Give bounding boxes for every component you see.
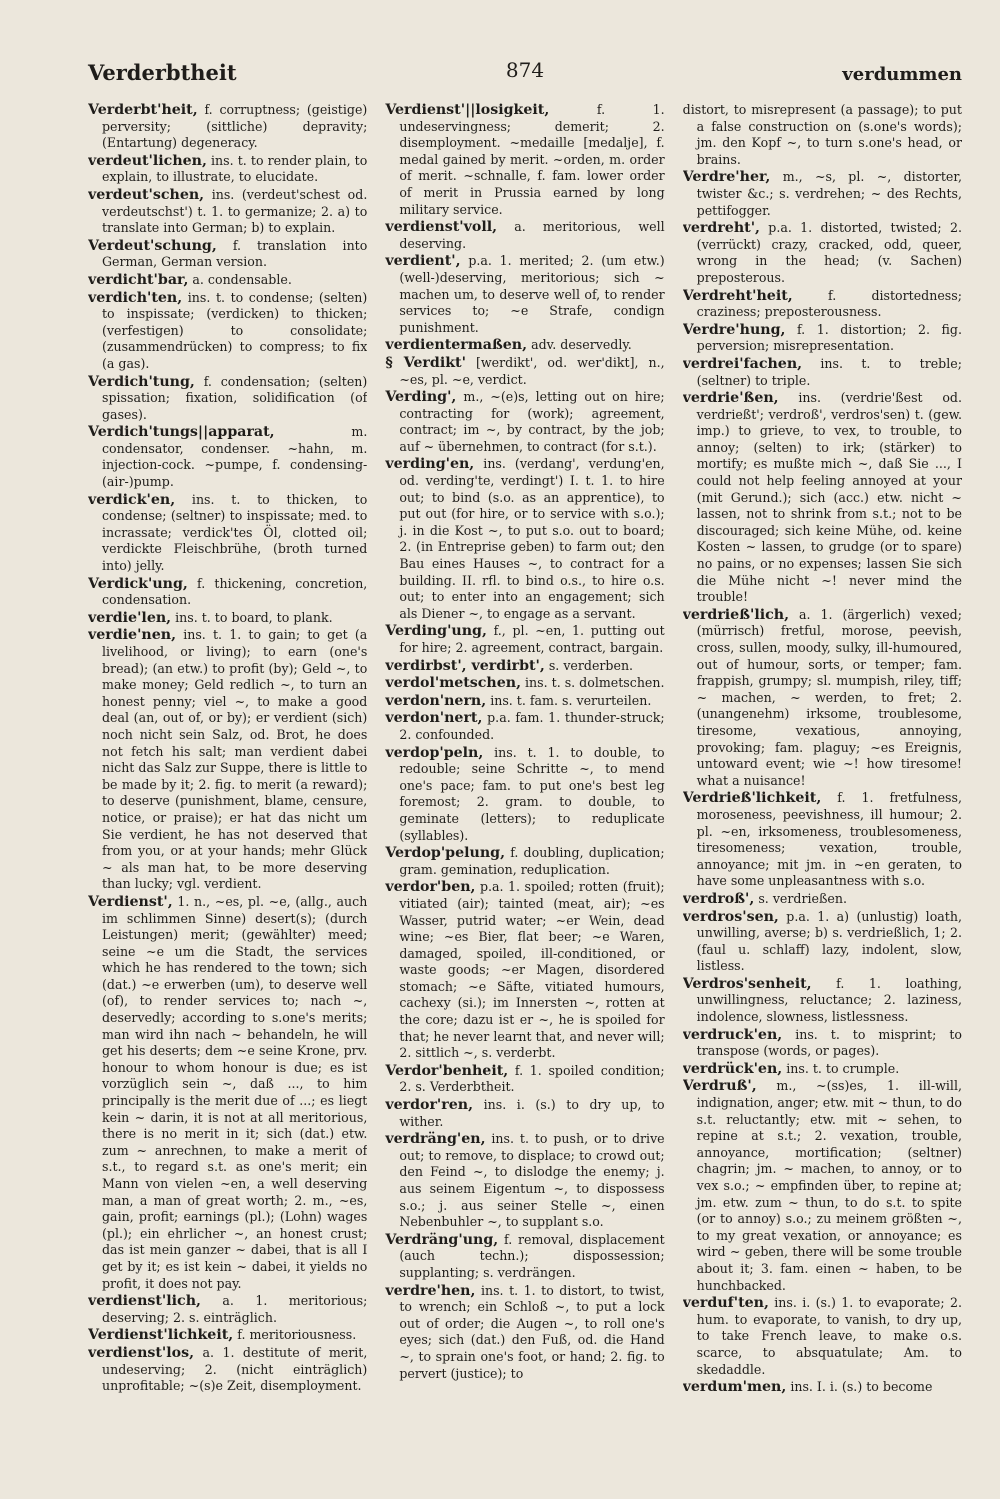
dictionary-entry xyxy=(385,253,664,336)
entry-definition: f. thickening, concretion, condensation. xyxy=(102,575,368,608)
dictionary-entry xyxy=(88,272,367,289)
entry-definition: ins. (verdeut'schest od. verdeutschst') t. 1. to germanize; 2. a) to translate into German; b) to explain. xyxy=(102,186,368,236)
entry-definition: a. 1. meritorious; deserving; 2. s. einträglich. xyxy=(102,1293,368,1325)
dictionary-entry xyxy=(385,102,664,218)
entry-definition: f. 1. fretfulness, moroseness, peevishness, ill humour; 2. pl. ~en, irksomeness, troublesomeness, tiresomeness; vexation, trouble, annoyance; mit jm. in ~en geraten, to have some unpleasantness with s.o. xyxy=(696,790,962,889)
entry-headword: verdeut'lichen, xyxy=(88,152,207,169)
entry-headword: verdrie'ßen, xyxy=(682,390,779,407)
entry-definition: ins. i. (s.) to dry up, to wither. xyxy=(399,1097,665,1129)
entry-headword: verdräng'en, xyxy=(385,1131,486,1148)
entry-definition: f. translation into German, German version. xyxy=(102,237,368,270)
entry-headword: Verdich'tungs||apparat, xyxy=(88,424,275,441)
entry-headword: verdienst'lich, xyxy=(88,1293,201,1310)
entry-headword: Verdick'ung, xyxy=(88,575,188,592)
entry-headword: verdon'nern, xyxy=(385,692,487,709)
dictionary-entry xyxy=(385,658,664,675)
dictionary-entry xyxy=(88,1327,367,1344)
entry-definition: f. 1. spoiled condition; 2. s. Verderbtheit. xyxy=(399,1062,665,1095)
dictionary-entry xyxy=(385,1063,664,1096)
entry-headword: verdrück'en, xyxy=(682,1060,783,1077)
entry-definition: s. verderben. xyxy=(548,657,634,673)
entry-definition: [werdikt', od. wer'dikt], n., ~es, pl. ~e, verdict. xyxy=(399,354,665,387)
dictionary-entry xyxy=(385,456,664,622)
entry-headword: verdroß', xyxy=(682,890,755,907)
entry-definition: m., ~s, pl. ~, distorter, twister &c.; s. verdrehen; ~ des Rechts, pettifogger. xyxy=(696,169,962,218)
entry-definition: ins. (verdrie'ßest od. verdrießt'; verdroß', verdros'sen) t. (gew. imp.) to grieve, to vex, to trouble, to annoy; (selten) to irk; (stärker) to mortify; es mußte mich ~, daß Sie ..., I could not help feeling annoyed at your (mit Gerund.); sich (acc.) etw. nicht ~ lassen, not to shrink from s.t.; not to be discouraged; sich keine Mühe, od. keine Kosten ~ lassen, to grudge (or to spare) no pains, or no expenses; lassen Sie sich die Mühe nicht ~! never mind the trouble! xyxy=(696,390,962,605)
dictionary-entry xyxy=(683,102,962,168)
entry-headword: verdich'ten, xyxy=(88,289,183,306)
dictionary-entry xyxy=(385,745,664,845)
dictionary-entry xyxy=(88,238,367,271)
entry-definition: s. verdrießen. xyxy=(758,890,847,906)
entry-definition: a. 1. (ärgerlich) vexed; (mürrisch) fretful, morose, peevish, cross, sullen, moody, sulky, ill-humoured, out of humour, sorts, or temper; fam. frappish, grumpy; sl. mumpish, riley, tiff; ~ machen, ~ werden, to fret; 2. (unangenehm) irksome, troublesome, tiresome, vexatious, annoying, provoking; fam. plaguy; ~es Ereignis, untoward event; wie ~! how tiresome! what a nuisance! xyxy=(696,606,962,788)
dictionary-entry xyxy=(683,288,962,321)
entry-headword: verdum'men, xyxy=(682,1379,787,1396)
entry-headword: Verdeut'schung, xyxy=(88,237,217,254)
dictionary-entry xyxy=(683,356,962,389)
entry-headword: verdros'sen, xyxy=(682,908,779,925)
entry-headword: verdrieß'lich, xyxy=(682,606,790,623)
entry-definition: f. removal, displacement (auch techn.); dispossession; supplanting; s. verdrängen. xyxy=(399,1231,665,1280)
dictionary-entry xyxy=(385,693,664,710)
dictionary-entry xyxy=(88,627,367,893)
entry-headword: verdreht', xyxy=(682,220,760,237)
entry-definition: m. condensator, condenser. ~hahn, m. injection-cock. ~pumpe, f. condensing-(air-)pump. xyxy=(102,424,368,490)
dictionary-entry xyxy=(683,1061,962,1078)
header-first-entry: Verderbtheit xyxy=(88,60,237,85)
entry-definition: f. meritoriousness. xyxy=(237,1327,357,1343)
dictionary-entry xyxy=(683,1027,962,1060)
entry-definition: ins. t. 1. to distort, to twist, to wrench; ein Schloß ~, to put a lock out of order; die Augen ~, to roll one's eyes; sich (dat.) den Fuß, od. die Hand ~, to sprain one's foot, or hand; 2. fig. to pervert (justice); to xyxy=(399,1282,665,1381)
entry-headword: Verdor'benheit, xyxy=(385,1062,509,1079)
entry-headword: verduf'ten, xyxy=(682,1295,769,1312)
entry-definition: p.a. 1. a) (unlustig) loath, unwilling, averse; b) s. verdrießlich, 1; 2. (faul u. schlaff) lazy, indolent, slow, listless. xyxy=(696,908,962,974)
entry-definition: distort, to misrepresent (a passage); to put a false construction on (s.one's words); jm. den Kopf ~, to turn s.one's head, or brains. xyxy=(682,102,962,167)
entry-headword: verdick'en, xyxy=(88,491,176,508)
entry-definition: f. 1. distortion; 2. fig. perversion; misrepresentation. xyxy=(696,321,962,354)
entry-headword: Verdre'her, xyxy=(682,169,771,186)
entry-headword: Verding'ung, xyxy=(385,623,487,640)
entry-definition: f. distortedness; craziness; preposterousness. xyxy=(696,287,962,320)
entry-headword: verdient', xyxy=(385,253,461,270)
entry-definition: ins. I. i. (s.) to become xyxy=(790,1379,933,1395)
dictionary-entry xyxy=(683,1078,962,1294)
entry-definition: m., ~(ss)es, 1. ill-will, indignation, anger; etw. mit ~ thun, to do s.t. reluctantly; etw. mit ~ sehen, to repine at s.t.; 2. vexation, trouble, annoyance, mortification; (seltner) chagrin; jm. ~ machen, to annoy, or to vex s.o.; ~ empfinden über, to repine at; jm. etw. zum ~ thun, to do s.t. to spite (or to annoy) s.o.; zu meinem größten ~, to my great vexation, or annoyance; es wird ~ geben, there will be some trouble about it; 3. fam. einen ~ haben, to be hunchbacked. xyxy=(696,1078,962,1293)
dictionary-entry xyxy=(385,337,664,354)
entry-definition: ins. t. s. dolmetschen. xyxy=(525,675,665,691)
dictionary-entry xyxy=(385,1131,664,1231)
entry-definition: ins. t. to thicken, to condense; (seltner) to inspissate; med. to incrassate; verdick'tes Öl, clotted oil; verdickte Fleischbrühe, (broth turned into) jelly. xyxy=(102,491,368,574)
entry-definition: f. corruptness; (geistige) perversity; (sittliche) depravity; (Entartung) degeneracy. xyxy=(102,102,368,151)
column-3 xyxy=(683,102,962,1492)
dictionary-entry xyxy=(385,355,664,388)
dictionary-entry xyxy=(385,389,664,455)
entry-definition: p.a. 1. distorted, twisted; 2. (verrückt) crazy, cracked, odd, queer, wrong in the head; (v. Sachen) preposterous. xyxy=(696,220,962,285)
entry-definition: a. 1. destitute of merit, undeserving; 2. (nicht einträglich) unprofitable; ~(s)e Zeit, disemployment. xyxy=(102,1344,368,1394)
dictionary-entry xyxy=(683,169,962,219)
entry-definition: ins. (verdang', verdung'en, od. verding'te, verdingt') I. t. 1. to hire out; to bind (s.o. as an apprentice), to put out (for hire, or to service with s.o.); j. in die Kost ~, to put s.o. out to board; 2. (in Entreprise geben) to farm out; den Bau eines Hauses ~, to contract for a building. II. rfl. to bind o.s., to hire o.s. out; to enter into an engagement; sich als Diener ~, to engage as a servant. xyxy=(399,456,665,621)
entry-headword: Verdre'hung, xyxy=(682,321,786,338)
entry-headword: verdor'ren, xyxy=(385,1097,474,1114)
entry-headword: Verdruß', xyxy=(682,1078,757,1095)
dictionary-entry xyxy=(88,153,367,186)
dictionary-entry xyxy=(385,1232,664,1282)
entry-headword: Verdienst', xyxy=(88,893,173,910)
entry-definition: ins. t. to treble; (seltner) to triple. xyxy=(696,355,962,388)
entry-definition: ins. t. to misprint; to transpose (words, or pages). xyxy=(696,1026,962,1059)
dictionary-entry xyxy=(683,1295,962,1378)
dictionary-entry xyxy=(88,492,367,575)
entry-definition: f. 1. undeservingness; demerit; 2. disemployment. ~medaille [medalje], f. medal gained by merit. ~orden, m. order of merit. ~schnalle, f. fam. lower order of merit in Prussia earned by long military service. xyxy=(399,102,665,217)
entry-headword: verdienst'voll, xyxy=(385,219,498,236)
dictionary-entry xyxy=(385,675,664,692)
entry-definition: f. doubling, duplication; gram. gemination, reduplication. xyxy=(399,845,665,877)
entry-definition: f. 1. loathing, unwillingness, reluctance; 2. laziness, indolence, slowness, listlessness. xyxy=(696,975,962,1025)
entry-definition: p.a. fam. 1. thunder-struck; 2. confounded. xyxy=(399,710,665,742)
entry-definition: 1. n., ~es, pl. ~e, (allg., auch im schlimmen Sinne) desert(s); (durch Leistungen) merit; (gewählter) meed; seine ~e um die Stadt, the services which he has rendered to the town; sich (dat.) ~e erwerben (um), to deserve well (of), to render services to; nach ~, deservedly; according to s.one's merits; man wird ihn nach ~ behandeln, he will get his deserts; dem ~e seine Krone, prv. honour to whom honour is due; es ist vorzüglich sein ~, daß ..., to him principally is the merit due of ...; es liegt kein ~ darin, it is not at all meritorious, there is no merit in it; sich (dat.) etw. zum ~ anrechnen, to make a merit of s.t., to regard s.t. as one's merit; ein Mann von vielen ~en, a well deserving man, a man of great worth; 2. m., ~es, gain, profit; earnings (pl.); (Lohn) wages (pl.); ein ehrlicher ~, an honest crust; das ist mein ganzer ~ dabei, that is all I get by it; es ist kein ~ dabei, it yields no profit, it does not pay. xyxy=(102,893,368,1291)
dictionary-entry xyxy=(385,623,664,656)
entry-headword: verdop'peln, xyxy=(385,744,484,761)
entry-definition: adv. deservedly. xyxy=(531,337,632,353)
entry-headword: Verdrieß'lichkeit, xyxy=(682,790,822,807)
entry-headword: verdrei'fachen, xyxy=(682,355,803,372)
entry-headword: Verderbt'heit, xyxy=(88,102,198,118)
entry-headword: Verdräng'ung, xyxy=(385,1231,499,1248)
entry-definition: a. meritorious, well deserving. xyxy=(399,219,665,251)
entry-definition: f. condensation; (selten) spissation; fixation, solidification (of gases). xyxy=(102,373,368,422)
dictionary-entry xyxy=(88,374,367,424)
entry-headword: Verdienst'lichkeit, xyxy=(88,1327,234,1344)
entry-definition: ins. t. to crumple. xyxy=(786,1060,900,1076)
entry-headword: Verdop'pelung, xyxy=(385,845,506,862)
dictionary-entry xyxy=(683,220,962,286)
entry-definition: ins. t. to render plain, to explain, to illustrate, to elucidate. xyxy=(102,152,368,185)
entry-headword: Verdros'senheit, xyxy=(682,975,812,992)
dictionary-entry xyxy=(88,1345,367,1395)
entry-headword: verdirbst', verdirbt', xyxy=(385,657,545,674)
entry-definition: p.a. 1. merited; 2. (um etw.) (well-)deserving, meritorious; sich ~ machen um, to deserve well of, to render services to; ~e Strafe, condign punishment. xyxy=(399,253,665,335)
entry-headword: verdon'nert, xyxy=(385,710,483,727)
dictionary-entry xyxy=(88,102,367,152)
entry-headword: Verding', xyxy=(385,389,457,406)
entry-definition: ins. t. to condense; (selten) to inspissate; (verdicken) to thicken; (verfestigen) to consolidate; (zusammendrücken) to compress; to fix (a gas). xyxy=(102,289,368,371)
entry-definition: m., ~(e)s, letting out on hire; contracting for (work); agreement, contract; im ~, by contract, by the job; auf ~ übernehmen, to contract (for s.t.). xyxy=(399,389,665,454)
dictionary-entry xyxy=(88,187,367,237)
entry-headword: verdicht'bar, xyxy=(88,271,189,288)
column-1 xyxy=(88,102,367,1492)
entry-definition: ins. t. fam. s. verurteilen. xyxy=(490,692,652,708)
dictionary-entry xyxy=(88,576,367,609)
dictionary-entry xyxy=(88,424,367,490)
dictionary-entry xyxy=(683,891,962,908)
dictionary-entry xyxy=(385,1097,664,1130)
dictionary-entry xyxy=(385,219,664,252)
dictionary-entry xyxy=(683,322,962,355)
entry-headword: Verdienst'||losigkeit, xyxy=(385,102,550,118)
entry-headword: verdie'len, xyxy=(88,609,172,626)
dictionary-entry xyxy=(88,894,367,1292)
dictionary-entry xyxy=(683,390,962,606)
dictionary-entry xyxy=(385,1283,664,1383)
running-header xyxy=(88,50,962,94)
column-2 xyxy=(385,102,664,1492)
dictionary-entry xyxy=(683,909,962,975)
entry-headword: verdienst'los, xyxy=(88,1344,195,1361)
page-number: 874 xyxy=(505,58,545,82)
dictionary-entry xyxy=(683,790,962,890)
entry-definition: ins. t. to board, to plank. xyxy=(175,609,333,625)
entry-definition: ins. t. 1. to double, to redouble; seine Schritte ~, to mend one's pace; fam. to put one's best leg foremost; 2. gram. to double, to geminate (letters); to reduplicate (syllables). xyxy=(399,744,665,843)
entry-headword: verdor'ben, xyxy=(385,879,476,896)
entry-definition: f., pl. ~en, 1. putting out for hire; 2. agreement, contract, bargain. xyxy=(399,623,665,655)
entry-definition: a. condensable. xyxy=(192,271,292,287)
header-last-entry: verdummen xyxy=(842,64,962,85)
entry-headword: verdol'metschen, xyxy=(385,675,522,692)
entry-headword: § Verdikt' xyxy=(385,354,466,371)
entry-columns xyxy=(88,102,962,1492)
dictionary-entry xyxy=(683,1379,962,1396)
entry-definition: ins. t. to push, or to drive out; to remove, to displace; to crowd out; den Feind ~, to dislodge the enemy; j. aus seinem Eigentum ~, to dispossess s.o.; j. aus seiner Stelle ~, einen Nebenbuhler ~, to supplant s.o. xyxy=(399,1131,665,1230)
entry-headword: verding'en, xyxy=(385,456,475,473)
entry-definition: ins. t. 1. to gain; to get (a livelihood, or living); to earn (one's bread); (an etw.) to profit (by); Geld ~, to make money; Geld redlich ~, to turn an honest penny; viel ~, to make a good deal (an, out of, or by); er verdient (sich) noch nicht sein Salz, od. Brot, he does not fetch his salt; man verdient dabei nicht das Salz zur Suppe, there is little to be made by it; 2. fig. to merit (a reward); to deserve (punishment, blame, censure, notice, or praise); er hat das nicht um Sie verdient, he has not deserved that from you, or at your hands; mehr Glück ~ als man hat, to be more deserving than lucky; vgl. verdient. xyxy=(102,627,368,892)
dictionary-entry xyxy=(683,607,962,790)
dictionary-entry xyxy=(385,710,664,743)
entry-definition: ins. i. (s.) 1. to evaporate; 2. hum. to evaporate, to vanish, to dry up, to take French leave, to make o.s. scarce, to absquatulate; Am. to skedaddle. xyxy=(696,1295,962,1377)
entry-headword: verdie'nen, xyxy=(88,627,177,644)
dictionary-entry xyxy=(683,976,962,1026)
dictionary-entry xyxy=(385,879,664,1062)
entry-definition: p.a. 1. spoiled; rotten (fruit); vitiated (air); tainted (meat, air); ~es Wasser, putrid water; ~er Wein, dead wine; ~es Bier, flat beer; ~e Waren, damaged, spoiled, ill-conditioned, or waste goods; ~er Magen, disordered stomach; ~e Säfte, vitiated humours, cachexy (si.); im Innersten ~, rotten at the core; dazu ist er ~, he is spoiled for that; he never learnt that, and never will; 2. sittlich ~, s. verderbt. xyxy=(399,879,665,1061)
dictionary-entry xyxy=(385,845,664,878)
entry-headword: verdre'hen, xyxy=(385,1282,476,1299)
entry-headword: verdientermaßen, xyxy=(385,337,528,354)
dictionary-entry xyxy=(88,1293,367,1326)
entry-headword: Verdreht'heit, xyxy=(682,287,793,304)
dictionary-entry xyxy=(88,610,367,627)
entry-headword: Verdich'tung, xyxy=(88,373,195,390)
entry-headword: verdruck'en, xyxy=(682,1026,783,1043)
dictionary-entry xyxy=(88,290,367,373)
entry-headword: verdeut'schen, xyxy=(88,186,205,203)
